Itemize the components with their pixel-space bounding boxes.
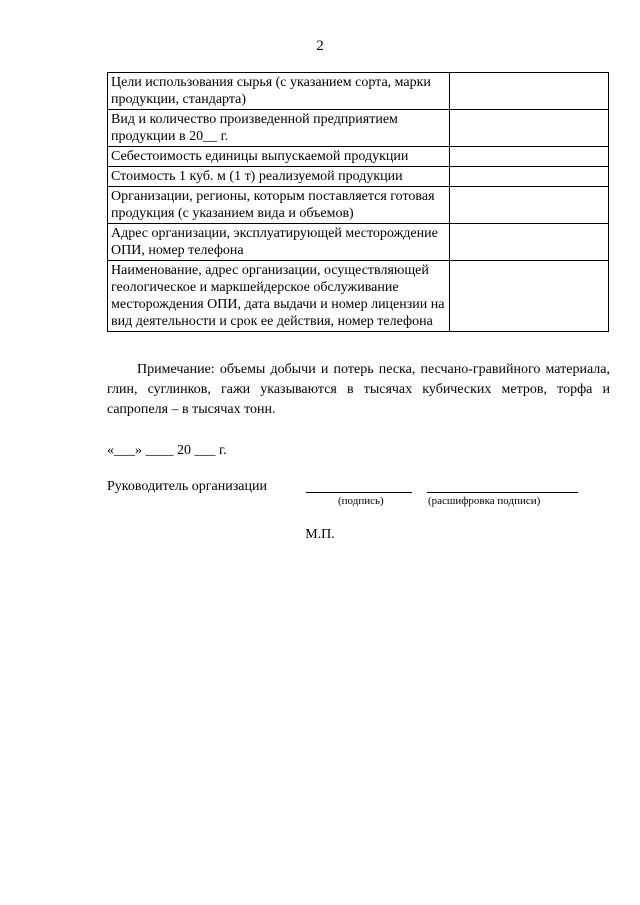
row-value <box>450 167 609 187</box>
table-row <box>108 261 609 332</box>
row-label: Вид и количество произведенной предприятием продукции в 20__ г. <box>108 110 450 147</box>
row-label: Стоимость 1 куб. м (1 т) реализуемой продукции <box>108 167 450 187</box>
row-label: Себестоимость единицы выпускаемой продукции <box>108 147 450 167</box>
table-row <box>108 167 609 187</box>
table-row <box>108 73 609 110</box>
head-of-organization-label: Руководитель организации <box>107 479 267 494</box>
table-row <box>108 224 609 261</box>
signature-decode-caption: (расшифровка подписи) <box>428 495 541 507</box>
date-line: «___» ____ 20 ___ г. <box>107 443 227 458</box>
row-value <box>450 147 609 167</box>
row-value <box>450 261 609 332</box>
row-label: Цели использования сырья (с указанием сорта, марки продукции, стандарта) <box>108 73 450 110</box>
stamp-place: М.П. <box>305 527 335 542</box>
row-label: Организации, регионы, которым поставляется готовая продукция (с указанием вида и объемов) <box>108 187 450 224</box>
signature-line <box>306 492 412 493</box>
table-row <box>108 147 609 167</box>
row-value <box>450 187 609 224</box>
row-label: Адрес организации, эксплуатирующей месторождение ОПИ, номер телефона <box>108 224 450 261</box>
signature-caption: (подпись) <box>338 495 384 507</box>
signature-decode-line <box>427 492 578 493</box>
row-value <box>450 73 609 110</box>
row-value <box>450 110 609 147</box>
row-value <box>450 224 609 261</box>
page-number: 2 <box>316 38 324 54</box>
row-label: Наименование, адрес организации, осуществляющей геологическое и маркшейдерское обслуживание месторождения ОПИ, дата выдачи и номер лицензии на вид деятельности и срок ее действия, номер телефона <box>108 261 450 332</box>
table-row <box>108 110 609 147</box>
note-paragraph: Примечание: объемы добычи и потерь песка, песчано-гравийного материала, глин, суглинков, гажи указываются в тысячах кубических метров, торфа и сапропеля – в тысячах тонн. <box>107 362 610 417</box>
form-table <box>107 72 609 332</box>
table-row <box>108 187 609 224</box>
